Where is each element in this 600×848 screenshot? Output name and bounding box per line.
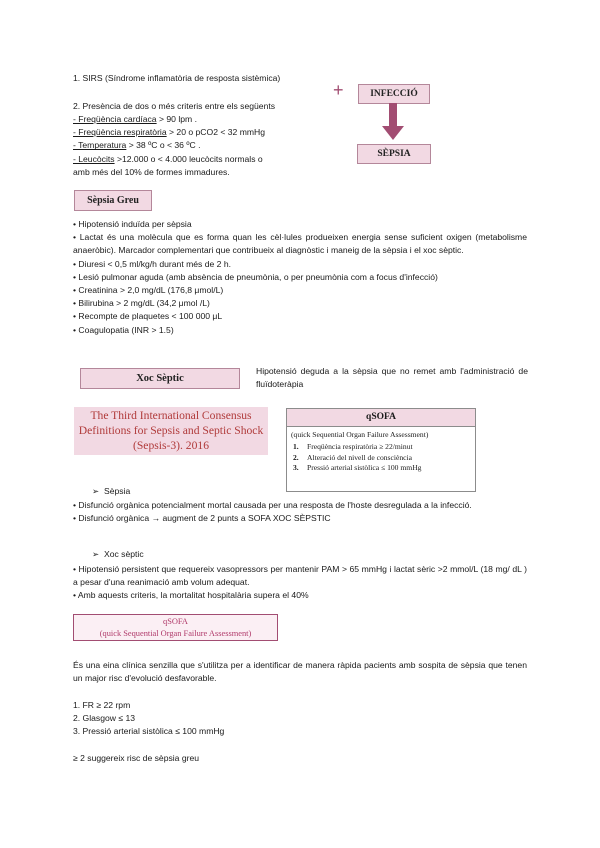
- sepsia-greu-list: [73, 218, 527, 337]
- list-item: • Diuresi < 0,5 ml/kg/h durant més de 2 h.: [73, 258, 232, 269]
- qsofa-box-subtitle: (quick Sequential Organ Failure Assessment): [99, 629, 252, 638]
- list-item: • Disfunció orgànica → augment de 2 punts a SOFA XOC SÈPSTIC: [73, 513, 331, 524]
- list-item: • Coagulopatia (INR > 1.5): [73, 324, 174, 335]
- list-item: • Lactat és una molècula que es forma quan les cèl·lules produeixen energia sense suficient oxigen (metabolisme anaeròbic). Marcador complementari que contribueix al diagnòstic i maneig de la sèpsia i el xoc sèptic.: [73, 232, 527, 256]
- qsofa-title-box: [73, 614, 278, 641]
- qsofa-card-subtitle: (quick Sequential Organ Failure Assessment): [291, 430, 429, 439]
- list-item: - Freqüència respiratòria > 20 o pCO2 < 32 mmHg: [73, 127, 266, 138]
- down-arrow-icon: [380, 103, 406, 143]
- qsofa-card: [286, 408, 476, 492]
- sepsia-box: SÈPSIA: [357, 144, 431, 164]
- list-item: 2. Glasgow ≤ 13: [73, 713, 136, 724]
- sepsia-subheading: ➢ Sèpsia: [92, 486, 131, 496]
- infeccio-box: INFECCIÓ: [358, 84, 430, 104]
- list-item: - Freqüència cardíaca > 90 lpm .: [73, 114, 197, 124]
- list-item: 1. Freqüència respiratòria ≥ 22/minut: [293, 442, 413, 451]
- sirs-title: 1. SIRS (Síndrome inflamatòria de resposta sistèmica): [73, 73, 281, 83]
- list-item: 2. Alteració del nivell de consciència: [293, 452, 412, 462]
- list-item: 3. Pressió arterial sistòlica ≤ 100 mmHg: [293, 463, 422, 472]
- qsofa-box-title: qSOFA: [163, 617, 188, 626]
- list-item: - Leucòcits >12.000 o < 4.000 leucòcits normals o: [73, 153, 263, 164]
- sepsia-greu-heading: Sèpsia Greu: [74, 190, 152, 211]
- sirs-criteria-tail: amb més del 10% de formes immadures.: [73, 166, 230, 177]
- arrow-bullet-icon: ➢: [92, 549, 100, 559]
- list-item: • Disfunció orgànica potencialment mortal causada per una resposta de l'hoste desregulada a la infecció.: [73, 500, 472, 510]
- list-item: • Recompte de plaquetes < 100 000 μL: [73, 311, 223, 322]
- qsofa-card-header: qSOFA: [287, 409, 475, 427]
- sirs-criteria-intro: 2. Presència de dos o més criteris entre els següents: [73, 101, 276, 111]
- arrow-shaft: [389, 103, 397, 127]
- list-item: • Bilirubina > 2 mg/dL (34,2 μmol /L): [73, 298, 210, 309]
- arrow-head: [382, 126, 404, 140]
- plus-sign: +: [333, 80, 344, 100]
- xoc-subheading: ➢ Xoc sèptic: [92, 549, 144, 559]
- list-item: 1. FR ≥ 22 rpm: [73, 700, 131, 710]
- consensus-title: The Third International Consensus Definitions for Sepsis and Septic Shock (Sepsis-3). 2016: [74, 407, 268, 455]
- list-item: • Hipotensió persistent que requereix vasopressors per mantenir PAM > 65 mmHg i lactat sèric >2 mmol/L (18 mg/ dL ) a pesar d'una reanimació amb volum adequat.: [73, 564, 527, 588]
- xoc-septic-description: Hipotensió deguda a la sèpsia que no remet amb l'administració de fluïdoteràpia: [256, 366, 528, 390]
- arrow-bullet-icon: ➢: [92, 486, 100, 496]
- list-item: - Temperatura > 38 ºC o < 36 ºC .: [73, 140, 201, 151]
- xoc-septic-heading: Xoc Sèptic: [80, 368, 240, 389]
- xoc-definition-list: [73, 563, 527, 603]
- qsofa-card-list: [287, 440, 475, 474]
- list-item: • Creatinina > 2,0 mg/dL (176,8 μmol/L): [73, 285, 224, 296]
- list-item: • Hipotensió induïda per sèpsia: [73, 219, 192, 229]
- list-item: 3. Pressió arterial sistòlica ≤ 100 mmHg: [73, 726, 225, 737]
- qsofa-criteria-list: [73, 699, 224, 739]
- list-item: • Lesió pulmonar aguda (amb absència de pneumònia, o per pneumònia com a focus d'infecció): [73, 271, 438, 282]
- sirs-criteria-list: [73, 113, 323, 179]
- qsofa-conclusion: ≥ 2 suggereix risc de sèpsia greu: [73, 753, 200, 763]
- list-item: • Amb aquests criteris, la mortalitat hospitalària supera el 40%: [73, 590, 309, 601]
- sepsia-definition-list: [73, 499, 527, 525]
- qsofa-description: És una eina clínica senzilla que s'utilitza per a identificar de manera ràpida pacients amb sospita de sèpsia que tenen un major risc d'evolució desfavorable.: [73, 660, 527, 684]
